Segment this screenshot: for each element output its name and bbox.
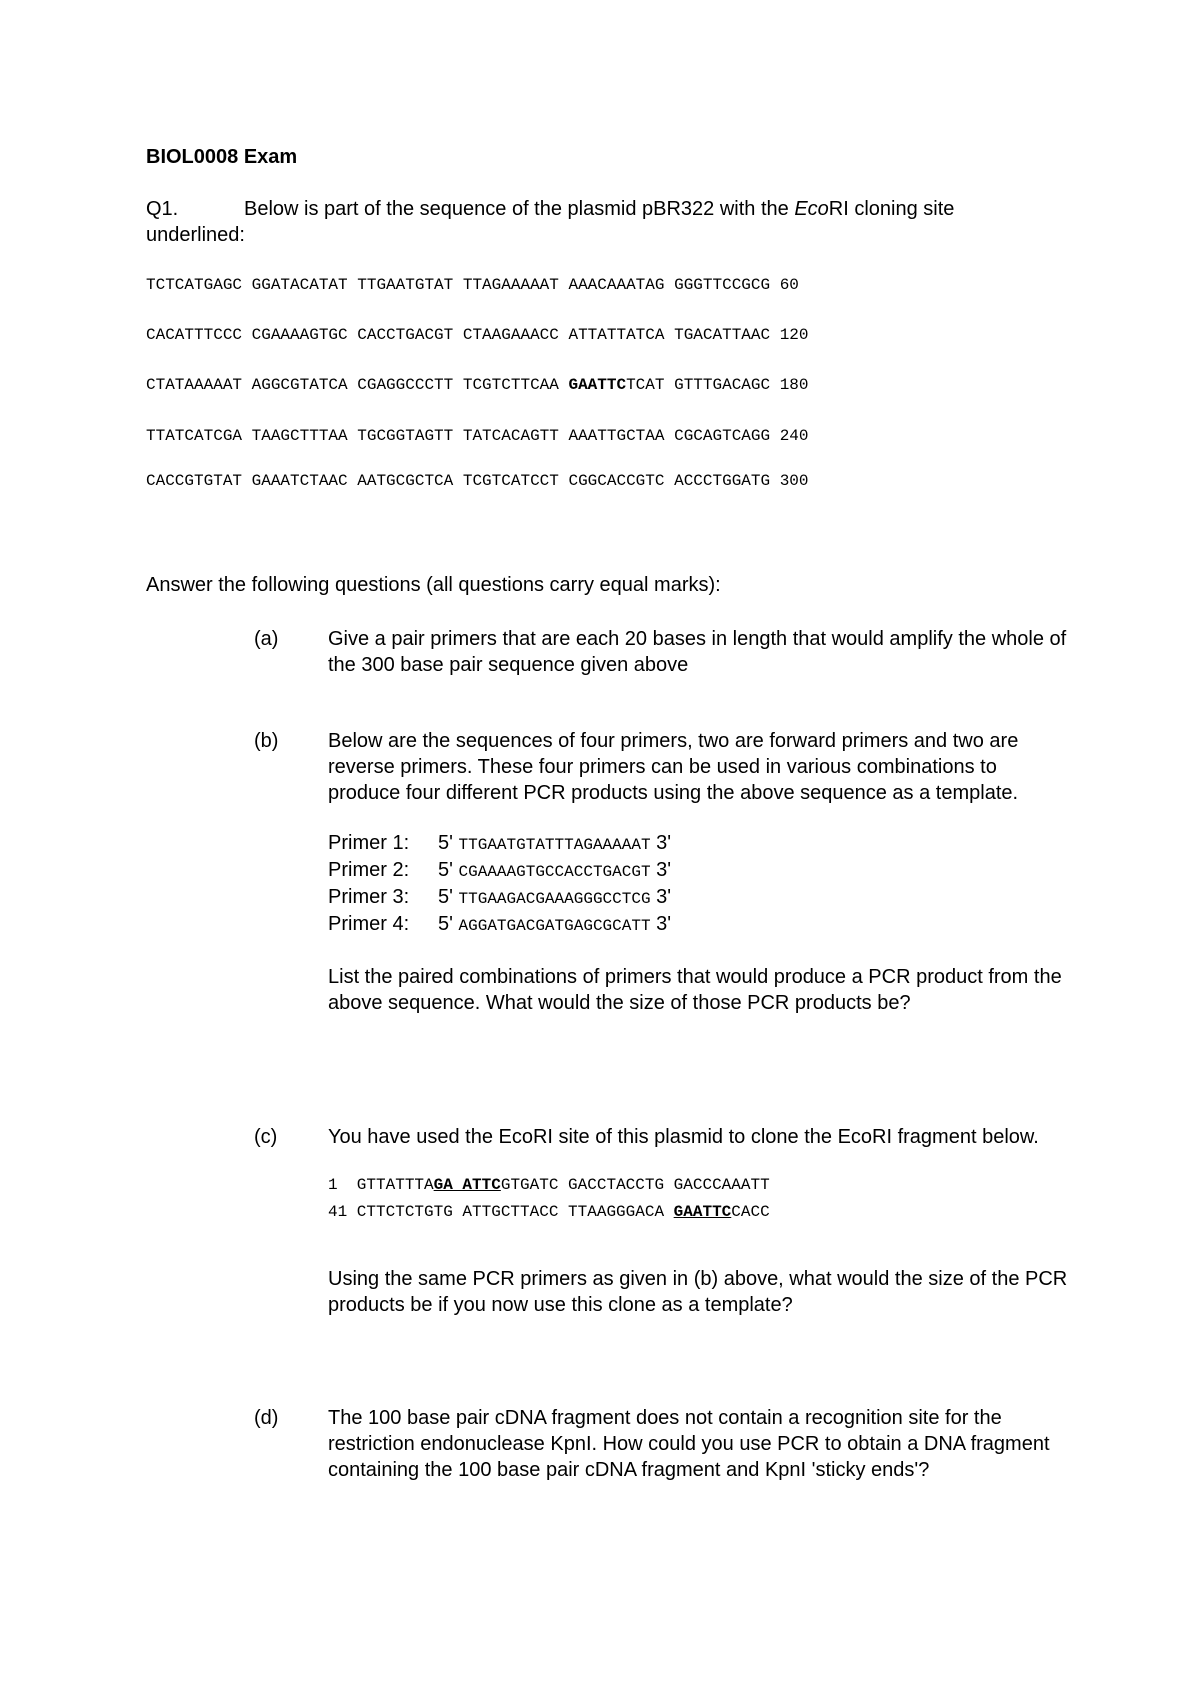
primer-label: Primer 3: — [328, 886, 410, 908]
five-prime: 5' — [438, 913, 453, 935]
three-prime: 3' — [656, 859, 672, 881]
part-text: Give a pair primers that are each 20 bases in length that would amplify the whole of the 300 base pair sequence given above — [328, 628, 1067, 676]
fragment-number: 1 — [328, 1176, 348, 1194]
five-prime: 5' — [438, 886, 453, 908]
part-label: (d) — [254, 1407, 279, 1429]
fragment-text: GTGATC GACCTACCTG GACCCAAATT — [500, 1176, 770, 1194]
primer-row — [328, 911, 1068, 938]
sequence-text: TCTCATGAGC GGATACATAT TTGAATGTAT TTAGAAAAAT AAACAAATAG GGGTTCCGCG 60 — [146, 276, 799, 294]
primer-sequence: TTGAATGTATTTAGAAAAAT — [458, 836, 651, 854]
fragment-text: CACC — [731, 1203, 770, 1221]
primer-sequence: CGAAAAGTGCCACCTGACGT — [458, 863, 651, 881]
three-prime: 3' — [656, 913, 672, 935]
sequence-text: CACCGTGTAT GAAATCTAAC AATGCGCTCA TCGTCATCCT CGGCACCGTC ACCCTGGATG 300 — [146, 472, 809, 490]
primer-row — [328, 884, 1068, 911]
fragment-text: CTTCTCTGTG ATTGCTTACC TTAAGGGACA — [347, 1203, 674, 1221]
fragment-number: 41 — [328, 1203, 348, 1221]
primer-row — [328, 830, 1068, 857]
sequence-text: CACATTTCCC CGAAAAGTGC CACCTGACGT CTAAGAAACC ATTATTATCA TGACATTAAC 120 — [146, 326, 809, 344]
part-label: (c) — [254, 1126, 278, 1148]
primer-sequence: TTGAAGACGAAAGGGCCTCG — [458, 890, 651, 908]
ecori-site: GAATTC — [568, 376, 627, 394]
three-prime: 3' — [656, 832, 672, 854]
sequence-text: TCAT GTTTGACAGC 180 — [626, 376, 809, 394]
sequence-line — [146, 376, 809, 394]
five-prime: 5' — [438, 859, 453, 881]
sequence-line — [146, 472, 809, 490]
fragment-line — [328, 1172, 1068, 1199]
primer-row — [328, 857, 1068, 884]
sequence-text: CTATAAAAAT AGGCGTATCA CGAGGCCCTT TCGTCTTCAA — [146, 376, 569, 394]
ecori-site: GA ATTC — [433, 1176, 501, 1194]
fragment-text: GTTATTTA — [347, 1176, 434, 1194]
question-1-intro — [146, 196, 1046, 248]
part-label: (a) — [254, 628, 279, 650]
five-prime: 5' — [438, 832, 453, 854]
part-d — [254, 1405, 1074, 1515]
part-question: Using the same PCR primers as given in (b) above, what would the size of the PCR products be if you now use this clone as a template? — [328, 1268, 1068, 1316]
ecori-site: GAATTC — [673, 1203, 732, 1221]
part-body — [328, 728, 1068, 1016]
part-body — [328, 1124, 1068, 1318]
exam-title: BIOL0008 Exam — [146, 146, 298, 168]
part-text: You have used the EcoRI site of this plasmid to clone the EcoRI fragment below. — [328, 1126, 1039, 1148]
part-text: The 100 base pair cDNA fragment does not contain a recognition site for the restriction endonuclease KpnI. How could you use PCR to obtain a DNA fragment containing the 100 base pair cDNA fragment and KpnI 'sticky ends'? — [328, 1407, 1050, 1481]
part-question: List the paired combinations of primers that would produce a PCR product from the above sequence. What would the size of those PCR products be? — [328, 966, 1062, 1014]
sequence-line — [146, 427, 809, 445]
part-b — [254, 728, 1074, 1068]
instructions: Answer the following questions (all questions carry equal marks): — [146, 574, 721, 596]
question-number: Q1. — [146, 198, 179, 220]
primer-label: Primer 2: — [328, 859, 410, 881]
sequence-line — [146, 326, 809, 344]
part-c — [254, 1124, 1074, 1354]
three-prime: 3' — [656, 886, 672, 908]
part-label: (b) — [254, 730, 279, 752]
q1-text-before: Below is part of the sequence of the plasmid pBR322 with the — [244, 198, 795, 220]
part-a — [254, 626, 1074, 686]
sequence-line — [146, 276, 799, 294]
q1-italic: Eco — [794, 198, 829, 220]
primer-label: Primer 1: — [328, 832, 410, 854]
primer-sequence: AGGATGACGATGAGCGCATT — [458, 917, 651, 935]
primer-label: Primer 4: — [328, 913, 410, 935]
fragment-line — [328, 1199, 1068, 1226]
q1-text-after: RI cloning site underlined: — [146, 198, 955, 246]
part-text: Below are the sequences of four primers, two are forward primers and two are reverse primers. These four primers can be used in various combinations to produce four different PCR products using the above sequence as a template. — [328, 730, 1019, 804]
sequence-text: TTATCATCGA TAAGCTTTAA TGCGGTAGTT TATCACAGTT AAATTGCTAA CGCAGTCAGG 240 — [146, 427, 809, 445]
